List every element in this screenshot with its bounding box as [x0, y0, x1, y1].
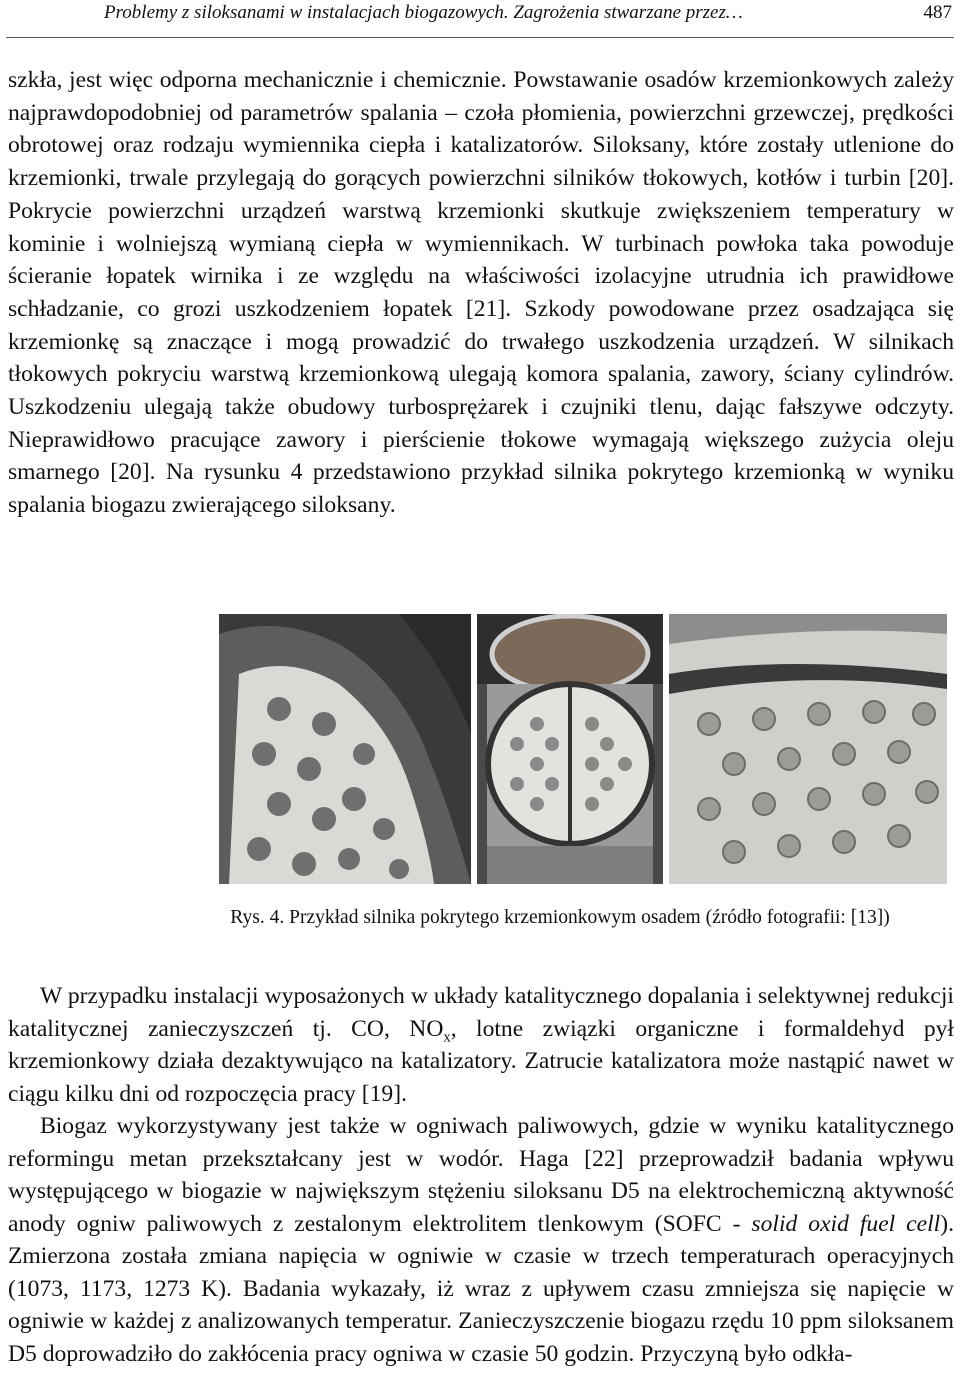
figure-engine-photos [219, 614, 947, 884]
running-title: Problemy z siloksanami w instalacjach biogazowych. Zagrożenia stwarzane przez… [104, 2, 743, 23]
photo-deposit-closeup [219, 614, 471, 884]
page-number: 487 [923, 2, 952, 23]
photo-deposit-surface [669, 614, 947, 884]
sofc-expansion: solid oxid fuel cell [751, 1210, 941, 1237]
running-header [8, 0, 952, 30]
figure-caption-text: Przykład silnika pokrytego krzemionkowym osadem (źródło fotografii: [13]) [289, 907, 890, 928]
nox-subscript: x [443, 1029, 451, 1046]
photo-cylinder-section [477, 614, 663, 884]
paragraph3-text-b: ). Zmierzona została zmiana napięcia w ogniwie w czasie w trzech temperaturach operacyjnych (1073, 1173, 1273 K). Badania wykazały, iż wraz z upływem czasu zmniejsza się napięcie w ogniwie w każdej z analizowanych temperatur. Zanieczyszczenie biogazu rzędu 10 ppm siloksanem D5 doprowadziło do zakłócenia pracy ogniwa w czasie 50 godzin. Przyczyną było odkła- [8, 1210, 955, 1367]
paragraph-catalyst-poisoning [8, 980, 954, 1110]
figure-label: Rys. 4. [230, 907, 285, 928]
paragraph-siloxane-deposits: szkła, jest więc odporna mechanicznie i chemicznie. Powstawanie osadów krzemionkowych zależy najprawdopodobniej od parametrów spalania – czoła płomienia, powierzchni grzewczej, prędkości obrotowej oraz rodzaju wymiennika ciepła i katalizatorów. Siloksany, które zostały utlenione do krzemionki, trwale przylegają do gorących powierzchni silników tłokowych, kotłów i turbin [20]. Pokrycie powierzchni urządzeń warstwą krzemionki skutkuje zwiększeniem temperatury w kominie i wolniejszą wymianą ciepła w wymiennikach. W turbinach powłoka taka powoduje ścieranie łopatek wirnika i ze względu na właściwości izolacyjne utrudnia ich prawidłowe schładzanie, co grozi uszkodzeniem łopatek [21]. Szkody powodowane przez osadzająca się krzemionkę są znaczące i mogą prowadzić do trwałego uszkodzenia urządzeń. W silnikach tłokowych pokryciu warstwą krzemionkową ulegają komora spalania, zawory, ściany cylindrów. Uszkodzeniu ulegają także obudowy turbosprężarek i czujniki tlenu, dając fałszywe odczyty. Nieprawidłowo pracujące zawory i pierścienie tłokowe wymagają większego zużycia oleju smarnego [20]. Na rysunku 4 przedstawiono przykład silnika pokrytego krzemionką w wyniku spalania biogazu zwierającego siloksany. [8, 67, 954, 519]
figure-caption [0, 905, 960, 931]
header-rule [6, 37, 954, 38]
paragraph2-text-a: W przypadku instalacji wyposażonych w układy katalitycznego dopalania i selektywnej redukcji katalitycznej zanieczyszczeń tj. CO, NO [8, 983, 954, 1042]
paragraph2-text-b: , lotne związki organiczne i formaldehyd pył krzemionkowy działa dezaktywująco na katalizatory. Zatrucie katalizatora może nastąpić nawet w ciągu kilku dni od rozpoczęcia pracy [19]. [8, 1015, 954, 1107]
paragraph-fuel-cells [8, 1110, 954, 1370]
paragraph3-text-a: Biogaz wykorzystywany jest także w ogniwach paliwowych, gdzie w wyniku katalitycznego reformingu metan przekształcany jest w wodór. Haga [22] przeprowadził badania wpływu występującego w biogazie w największym stężeniu siloksanu D5 na elektrochemiczną aktywność anody ogniw paliwowych z zestalonym elektrolitem tlenkowym (SOFC - [8, 1113, 954, 1237]
